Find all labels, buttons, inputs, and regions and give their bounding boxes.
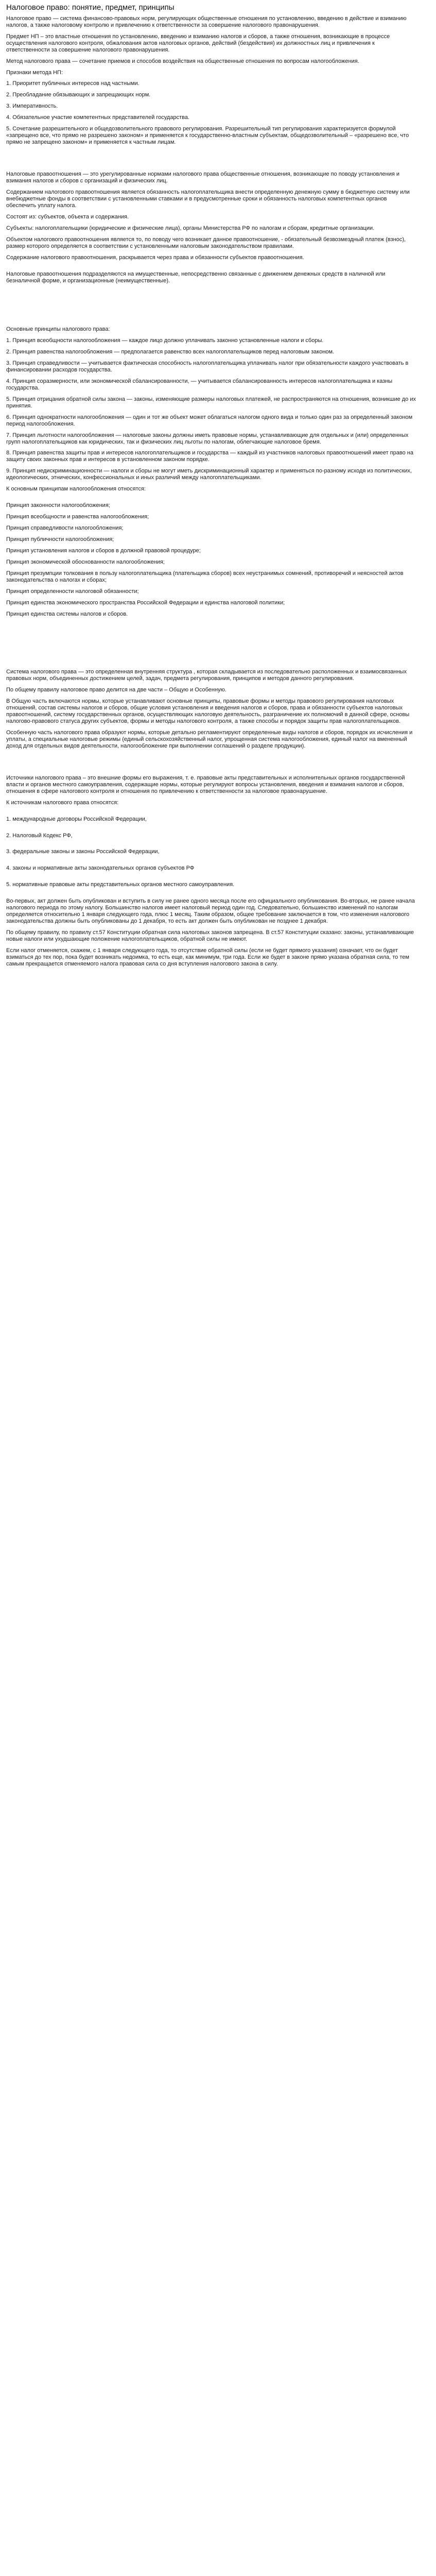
paragraph: По общему правилу, по правилу ст.57 Конституции обратная сила налоговых законов запрещена. В ст.57 Конституции сказано: законы, устанавливающие новые налоги или ухудшающие положение налогоплательщиков, обратной силы не имеют. xyxy=(6,929,414,943)
section-heading: Основные принципы налогового права: xyxy=(6,326,110,332)
list-item: 2. Преобладание обязывающих и запрещающих норм. xyxy=(6,92,151,98)
list-item: Принцип единства экономического пространства Российской Федерации и единства налоговой политики; xyxy=(6,600,285,606)
paragraph: В Общую часть включаются нормы, которые устанавливают основные принципы, правовые формы и методы правового регулирования налоговых отношений, состав системы налогов и сборов, общие условия установления и введения налогов и сборов, права и обязанности субъектов налоговых правоотношений, систему государственных органов, осуществляющих налоговую деятельность, разграничение их полномочий в данной сфере, основы налогово-правового статуса других субъектов, формы и методы налогового контроля, а также способы и порядок защиты прав налогоплательщиков. xyxy=(6,698,410,724)
list-item: 3. федеральные законы и законы Российской Федерации, xyxy=(6,849,160,855)
paragraph: Во-первых, акт должен быть опубликован и вступить в силу не ранее одного месяца после его официального опубликования. Во-вторых, не ранее начала налогового периода по этому налогу. Большинство налогов имеет налоговый период один год. Следовательно, большинство изменений по налогам определяется относительно 1 января следующего года, плюс 1 месяц. Таким образом, общее требование заключается в том, что изменения налогового законодательства должны быть опубликованы до 1 декабря, то есть акт должен быть опубликован не позднее 1 декабря. xyxy=(6,898,415,925)
paragraph: Содержание налогового правоотношения, раскрывается через права и обязанности субъектов правоотношения. xyxy=(6,254,304,261)
paragraph: Налоговые правоотношения подразделяются на имущественные, непосредственно связанные с движением денежных средств в наличной или безналичной форме, и организационные (неимущественные). xyxy=(6,270,386,284)
list-item: 4. законы и нормативные акты законодательных органов субъектов РФ xyxy=(6,865,195,872)
list-item: 1. Приоритет публичных интересов над частными. xyxy=(6,80,139,87)
list-item: 2. Налоговый Кодекс РФ, xyxy=(6,832,73,839)
list-item: Принцип презумпции толкования в пользу налогоплательщика (плательщика сборов) всех неустранимых сомнений, противоречий и неясностей актов законодательства о налогах и сборах; xyxy=(6,570,404,584)
list-item: Принцип всеобщности и равенства налогообложения; xyxy=(6,514,149,520)
list-item: 5. Сочетание разрешительного и общедозволительного правового регулирования. Разрешительный тип регулирования характеризуется формулой «запрещено все, что прямо не разрешено законом» и применяется к государственно-властным субъектам, общедозволительный – «разрешено все, что прямо не запрещено законом» и применяется к частным лицам. xyxy=(6,126,409,146)
paragraph: Предмет НП – это властные отношения по установлению, введению и взиманию налогов и сборов, а также отношения, возникающие в процессе осуществления налогового контроля, обжалования актов налоговых органов, действий (бездействия) их должностных лиц и привлечения к ответственности за совершение налогового правонарушения. xyxy=(6,33,390,53)
list-item: 4. Обязательное участие компетентных представителей государства. xyxy=(6,114,190,121)
paragraph: Объектом налогового правоотношения является то, по поводу чего возникает данное правоотношение, - обязательный безвозмездный платеж (взнос), размер которого определяется в соответствии с установленными налоговым законодательством правилами. xyxy=(6,236,406,249)
section-effect-in-time xyxy=(6,898,417,968)
list-item: Принцип определенности налоговой обязанности; xyxy=(6,588,139,595)
list-item: 8. Принцип равенства защиты прав и интересов налогоплательщиков и государства — каждый из участников налоговых правоотношений имеет право на защиту своих законных прав и интересов в установленном законом порядке. xyxy=(6,450,413,463)
paragraph: Налоговые правоотношения — это урегулированные нормами налогового права общественные отношения, возникающие по поводу установления и взимания налогов и сборов с организаций и физических лиц. xyxy=(6,171,400,184)
list-item: 7. Принцип льготности налогообложения — налоговые законы должны иметь правовые нормы, устанавливающие для отдельных и (или) определенных групп налогоплательщиков как юридических, так и физических лиц льготы по налогам, облегчающие налоговое бремя. xyxy=(6,432,409,445)
paragraph: Состоят из: субъектов, объекта и содержания. xyxy=(6,214,129,221)
document-page xyxy=(0,0,424,985)
section-definition xyxy=(6,15,417,146)
list-item: Принцип единства системы налогов и сборов. xyxy=(6,611,128,617)
paragraph: Особенную часть налогового права образуют нормы, которые детально регламентируют определенные виды налогов и сборов, порядок их исчисления и уплаты, а специальные налоговые режимы (единый сельскохозяйственный налог, упрощенная система налогообложения, единый налог на вмененный доход для отдельных видов деятельности, налогообложение при выполнении соглашений о разделе продукции). xyxy=(6,729,413,749)
paragraph: Субъекты: налогоплательщики (юридические и физические лица), органы Министерства РФ по налогам и сборам, кредитные организации. xyxy=(6,225,375,232)
list-item: 6. Принцип однократности налогообложения — один и тот же объект может облагаться налогом одного вида и только один раз за определенный законом период налогообложения. xyxy=(6,414,413,427)
list-item: Принцип публичности налогообложения; xyxy=(6,536,114,543)
list-item: 1. Принцип всеобщности налогообложения — каждое лицо должно уплачивать законно установленные налоги и сборы. xyxy=(6,337,324,344)
list-item: Принцип установления налогов и сборов в должной правовой процедуре; xyxy=(6,548,201,554)
section-sources xyxy=(6,775,417,889)
list-item: 9. Принцип недискриминационности — налоги и сборы не могут иметь дискриминационный характер и применяться по-разному исходя из политических, идеологических, этнических, конфессиональных и иных различий между налогоплательщиками. xyxy=(6,468,412,481)
list-item: 1. международные договоры Российской Федерации, xyxy=(6,816,147,822)
list-item: 3. Императивность. xyxy=(6,103,58,110)
list-item: Принцип справедливости налогообложения; xyxy=(6,525,124,532)
paragraph: Если налог отменяется, скажем, с 1 января следующего года, то отсутствие обратной силы (если не будет прямого указания) означает, что он будет взиматься до тех пор, пока будет возникать недоимка, то есть еще, как минимум, три года. Если же будет в законе прямо указана обратная сила, то тем самым прекращается отменяемого налога правовая сила со дня вступления налогового закона в силу. xyxy=(6,947,409,968)
list-item: 3. Принцип справедливости — учитывается фактическая способность налогоплательщика уплачивать налог при обязательности каждого участвовать в финансировании расходов государства. xyxy=(6,360,409,373)
section-tax-relations xyxy=(6,171,417,284)
paragraph: Система налогового права — это определенная внутренняя структура , которая складывается из последовательно расположенных и взаимосвязанных правовых норм, объединенных достижением целей, задач, предмета регулирования, принципов и методов данного регулирования. xyxy=(6,668,407,682)
section-taxation-principles xyxy=(6,486,417,618)
section-system xyxy=(6,669,417,750)
list-item: 5. Принцип отрицания обратной силы закона — законы, изменяющие размеры налоговых платежей, не распространяются на отношения, возникшие до их принятия. xyxy=(6,396,416,409)
list-item: 4. Принцип соразмерности, или экономической сбалансированности, — учитывается сбалансированность интересов налогоплательщика и казны государства. xyxy=(6,378,393,391)
paragraph: Признаки метода НП: xyxy=(6,69,63,76)
paragraph: Налоговое право — система финансово-правовых норм, регулирующих общественные отношения по установлению, введению в действие и взиманию налогов, а также налоговому контролю и привлечению к ответственности за совершение налогового правонарушения. xyxy=(6,15,407,28)
section-heading: К основным принципам налогообложения относятся: xyxy=(6,486,146,493)
paragraph: Метод налогового права — сочетание приемов и способов воздействия на общественные отношения по вопросам налогообложения. xyxy=(6,58,359,64)
list-item: Принцип законности налогообложения; xyxy=(6,502,110,509)
list-item: Принцип экономической обоснованности налогообложения; xyxy=(6,559,165,566)
paragraph: По общему правилу налоговое право делится на две части – Общую и Особенную. xyxy=(6,686,226,693)
section-principles xyxy=(6,326,417,481)
list-item: 2. Принцип равенства налогообложения — предполагается равенство всех налогоплательщиков перед налоговым законом. xyxy=(6,348,335,355)
section-heading: К источникам налогового права относятся: xyxy=(6,799,119,806)
page-title: Налоговое право: понятие, предмет, принципы xyxy=(6,3,175,12)
paragraph: Источники налогового права – это внешние формы его выражения, т. е. правовые акты представительных и исполнительных органов государственной власти и органов местного самоуправления, содержащие нормы, которые регулируют вопросы установления, введения и взимания налогов и сборов, отношения в сфере налогового контроля и отношения по привлечению к ответственности за налоговое правонарушение. xyxy=(6,774,405,794)
paragraph: Содержанием налогового правоотношения является обязанность налогоплательщика внести определенную денежную сумму в бюджетную систему или внебюджетные фонды в соответствии с установленными ставками и в предусмотренные сроки и обязанность налоговых компетентных органов обеспечить уплату налога. xyxy=(6,189,410,209)
list-item: 5. нормативные правовые акты представительных органов местного самоуправления. xyxy=(6,882,235,888)
